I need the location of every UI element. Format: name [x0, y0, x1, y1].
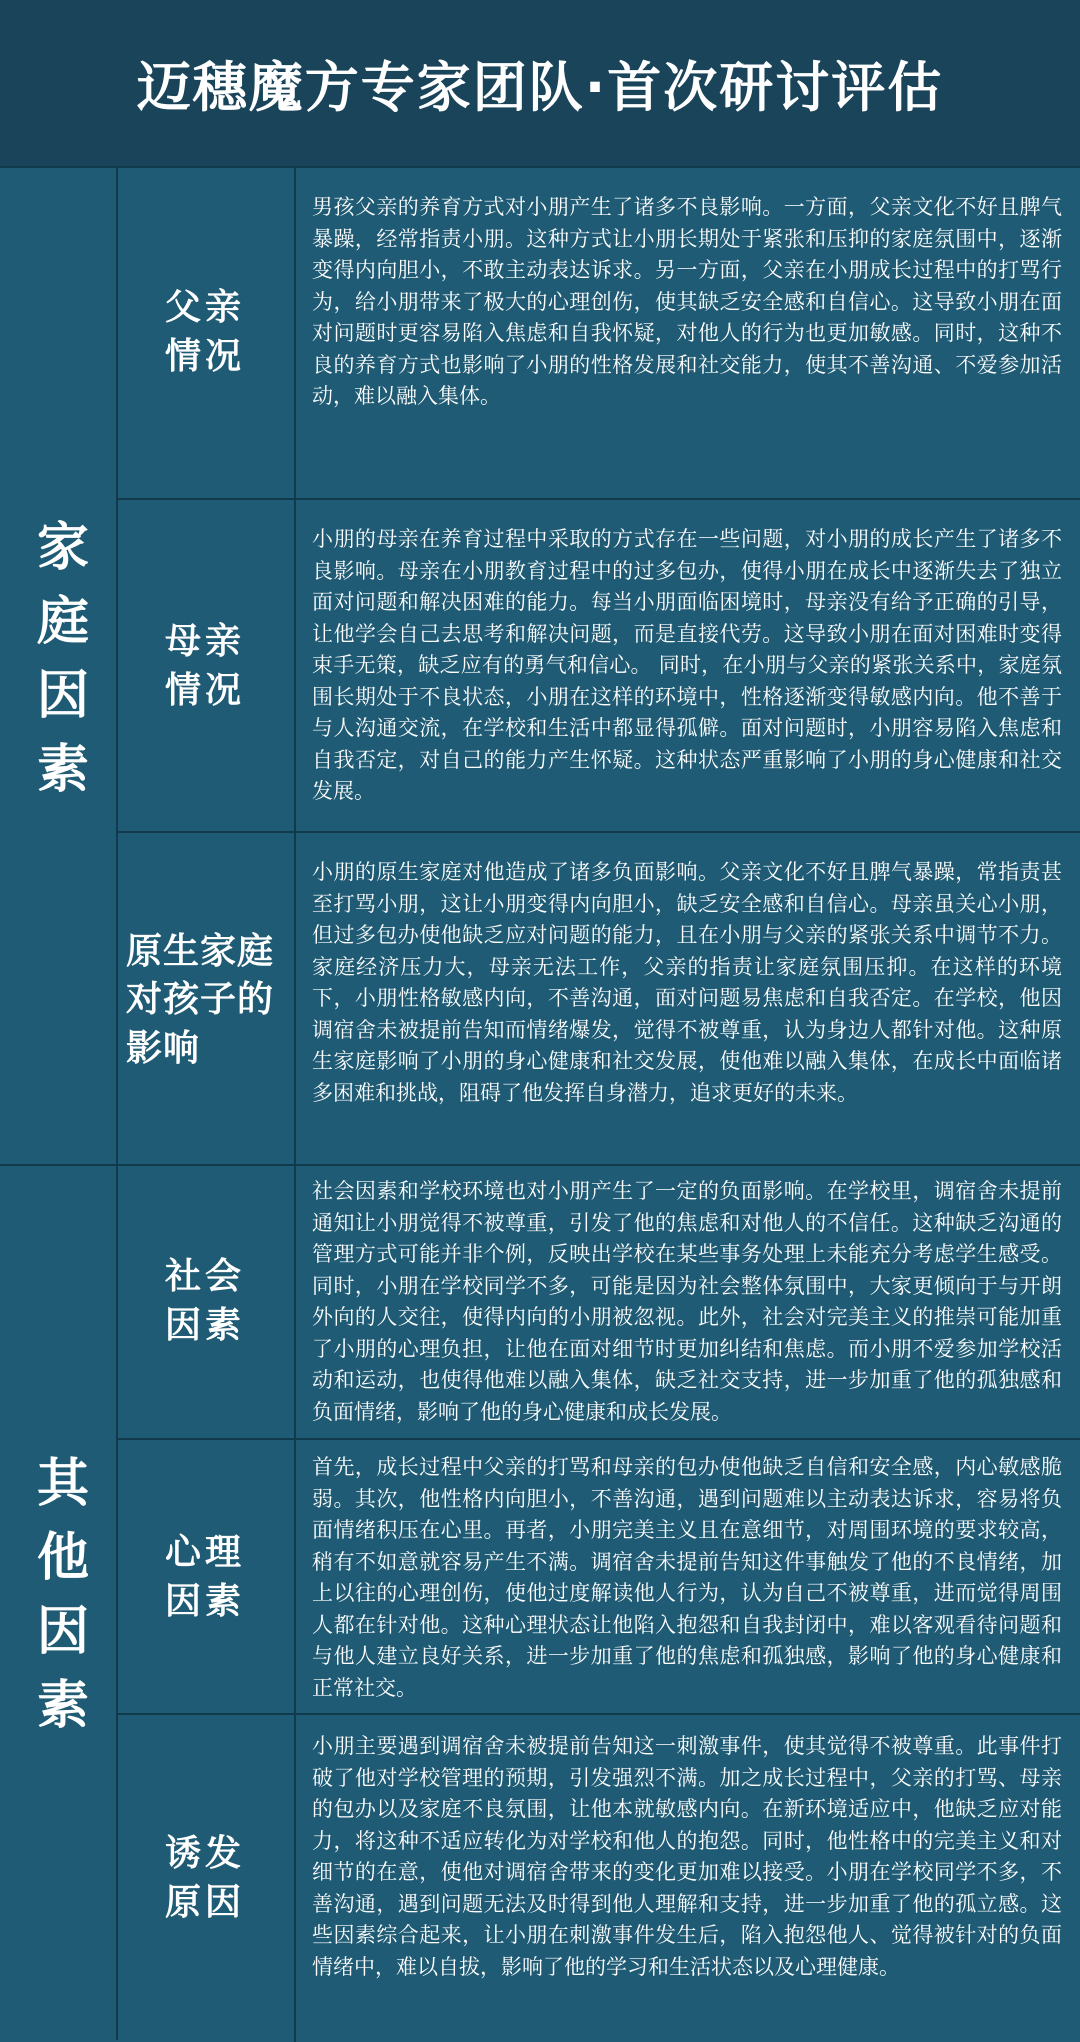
row-psychological-factors — [116, 1438, 1080, 1715]
row-label-cell — [116, 1166, 296, 1438]
row-label-text: 母亲情况 — [164, 620, 245, 711]
group-label-other — [0, 1166, 118, 2040]
row-label-text: 诱发原因 — [164, 1832, 245, 1923]
row-father-situation — [116, 168, 1080, 498]
row-social-factors — [116, 1166, 1080, 1438]
row-label-cell — [116, 168, 296, 498]
row-origin-family-impact — [116, 831, 1080, 1168]
row-label-cell — [116, 833, 296, 1168]
row-description: 男孩父亲的养育方式对小朋产生了诸多不良影响。一方面，父亲文化不好且脾气暴躁，经常指责小朋。这种方式让小朋长期处于紧张和压抑的家庭氛围中，逐渐变得内向胆小，不敢主动表达诉求。另一方面，父亲在小朋成长过程中的打骂行为，给小朋带来了极大的心理创伤，使其缺乏安全感和自信心。这导致小朋在面对问题时更容易陷入焦虑和自我怀疑，对他人的行为也更加敏感。同时，这种不良的养育方式也影响了小朋的性格发展和社交能力，使其不善沟通、不爱参加活动，难以融入集体。 — [312, 195, 1062, 408]
row-description: 社会因素和学校环境也对小朋产生了一定的负面影响。在学校里，调宿舍未提前通知让小朋觉得不被尊重，引发了他的焦虑和对他人的不信任。这种缺乏沟通的管理方式可能并非个例，反映出学校在某些事务处理上未能充分考虑学生感受。同时，小朋在学校同学不多，可能是因为社会整体氛围中，大家更倾向于与开朗外向的人交往，使得内向的小朋被忽视。此外，社会对完美主义的推崇可能加重了小朋的心理负担，让他在面对细节时更加纠结和焦虑。而小朋不爱参加学校活动和运动，也使得他难以融入集体，缺乏社交支持，进一步加重了他的孤独感和负面情绪，影响了他的身心健康和成长发展。 — [312, 1179, 1062, 1424]
row-label-cell — [116, 1440, 296, 1715]
row-label-cell — [116, 1715, 296, 2042]
row-description: 小朋主要遇到调宿舍未被提前告知这一刺激事件，使其觉得不被尊重。此事件打破了他对学校管理的预期，引发强烈不满。加之成长过程中，父亲的打骂、母亲的包办以及家庭不良氛围，让他本就敏感内向。在新环境适应中，他缺乏应对能力，将这种不适应转化为对学校和他人的抱怨。同时，他性格中的完美主义和对细节的在意，使他对调宿舍带来的变化更加难以接受。小朋在学校同学不多，不善沟通，遇到问题无法及时得到他人理解和支持，进一步加重了他的孤立感。这些因素综合起来，让小朋在刺激事件发生后，陷入抱怨他人、觉得被针对的负面情绪中，难以自拔，影响了他的学习和生活状态以及心理健康。 — [312, 1734, 1062, 1979]
group-family-factors — [0, 166, 1080, 1166]
group-label-text: 其他因素 — [27, 1455, 88, 1751]
row-label-text: 社会因素 — [164, 1256, 245, 1346]
group-other-factors — [0, 1164, 1080, 2040]
row-description: 小朋的母亲在养育过程中采取的方式存在一些问题，对小朋的成长产生了诸多不良影响。母亲在小朋教育过程中的过多包办，使得小朋在成长中逐渐失去了独立面对问题和解决困难的能力。每当小朋面临困境时，母亲没有给予正确的引导，让他学会自己去思考和解决问题，而是直接代劳。这导致小朋在面对困难时变得束手无策，缺乏应有的勇气和信心。 同时，在小朋与父亲的紧张关系中，家庭氛围长期处于不良状态，小朋在这样的环境中，性格逐渐变得敏感内向。他不善于与人沟通交流，在学校和生活中都显得孤僻。面对问题时，小朋容易陷入焦虑和自我否定，对自己的能力产生怀疑。这种状态严重影响了小朋的身心健康和社交发展。 — [312, 527, 1062, 803]
page-title: 迈穗魔方专家团队·首次研讨评估 — [136, 55, 944, 119]
row-label-text: 父亲情况 — [164, 287, 245, 377]
row-triggering-causes — [116, 1713, 1080, 2042]
row-label-text: 原生家庭对孩子的影响 — [126, 930, 275, 1069]
header-banner — [0, 0, 1080, 168]
row-description: 小朋的原生家庭对他造成了诸多负面影响。父亲文化不好且脾气暴躁，常指责甚至打骂小朋，这让小朋变得内向胆小，缺乏安全感和自信心。母亲虽关心小朋，但过多包办使他缺乏应对问题的能力，且在小朋与父亲的紧张关系中调节不力。家庭经济压力大，母亲无法工作，父亲的指责让家庭氛围压抑。在这样的环境下，小朋性格敏感内向，不善沟通，面对问题易焦虑和自我否定。在学校，他因调宿舍未被提前告知而情绪爆发，觉得不被尊重，认为身边人都针对他。这种原生家庭影响了小朋的身心健康和社交发展，使他难以融入集体，在成长中面临诸多困难和挑战，阻碍了他发挥自身潜力，追求更好的未来。 — [312, 860, 1062, 1105]
row-label-text: 心理因素 — [164, 1531, 245, 1622]
row-description: 首先，成长过程中父亲的打骂和母亲的包办使他缺乏自信和安全感，内心敏感脆弱。其次，他性格内向胆小，不善沟通，遇到问题难以主动表达诉求，容易将负面情绪积压在心里。再者，小朋完美主义且在意细节，对周围环境的要求较高，稍有不如意就容易产生不满。调宿舍未提前告知这件事触发了他的不良情绪，加上以往的心理创伤，使他过度解读他人行为，认为自己不被尊重，进而觉得周围人都在针对他。这种心理状态让他陷入抱怨和自我封闭中，难以客观看待问题和与他人建立良好关系，进一步加重了他的焦虑和孤独感，影响了他的身心健康和正常社交。 — [312, 1455, 1062, 1700]
row-mother-situation — [116, 498, 1080, 833]
assessment-table — [0, 166, 1080, 2038]
group-label-family — [0, 168, 118, 1166]
row-label-cell — [116, 500, 296, 833]
group-label-text: 家庭因素 — [27, 519, 88, 815]
